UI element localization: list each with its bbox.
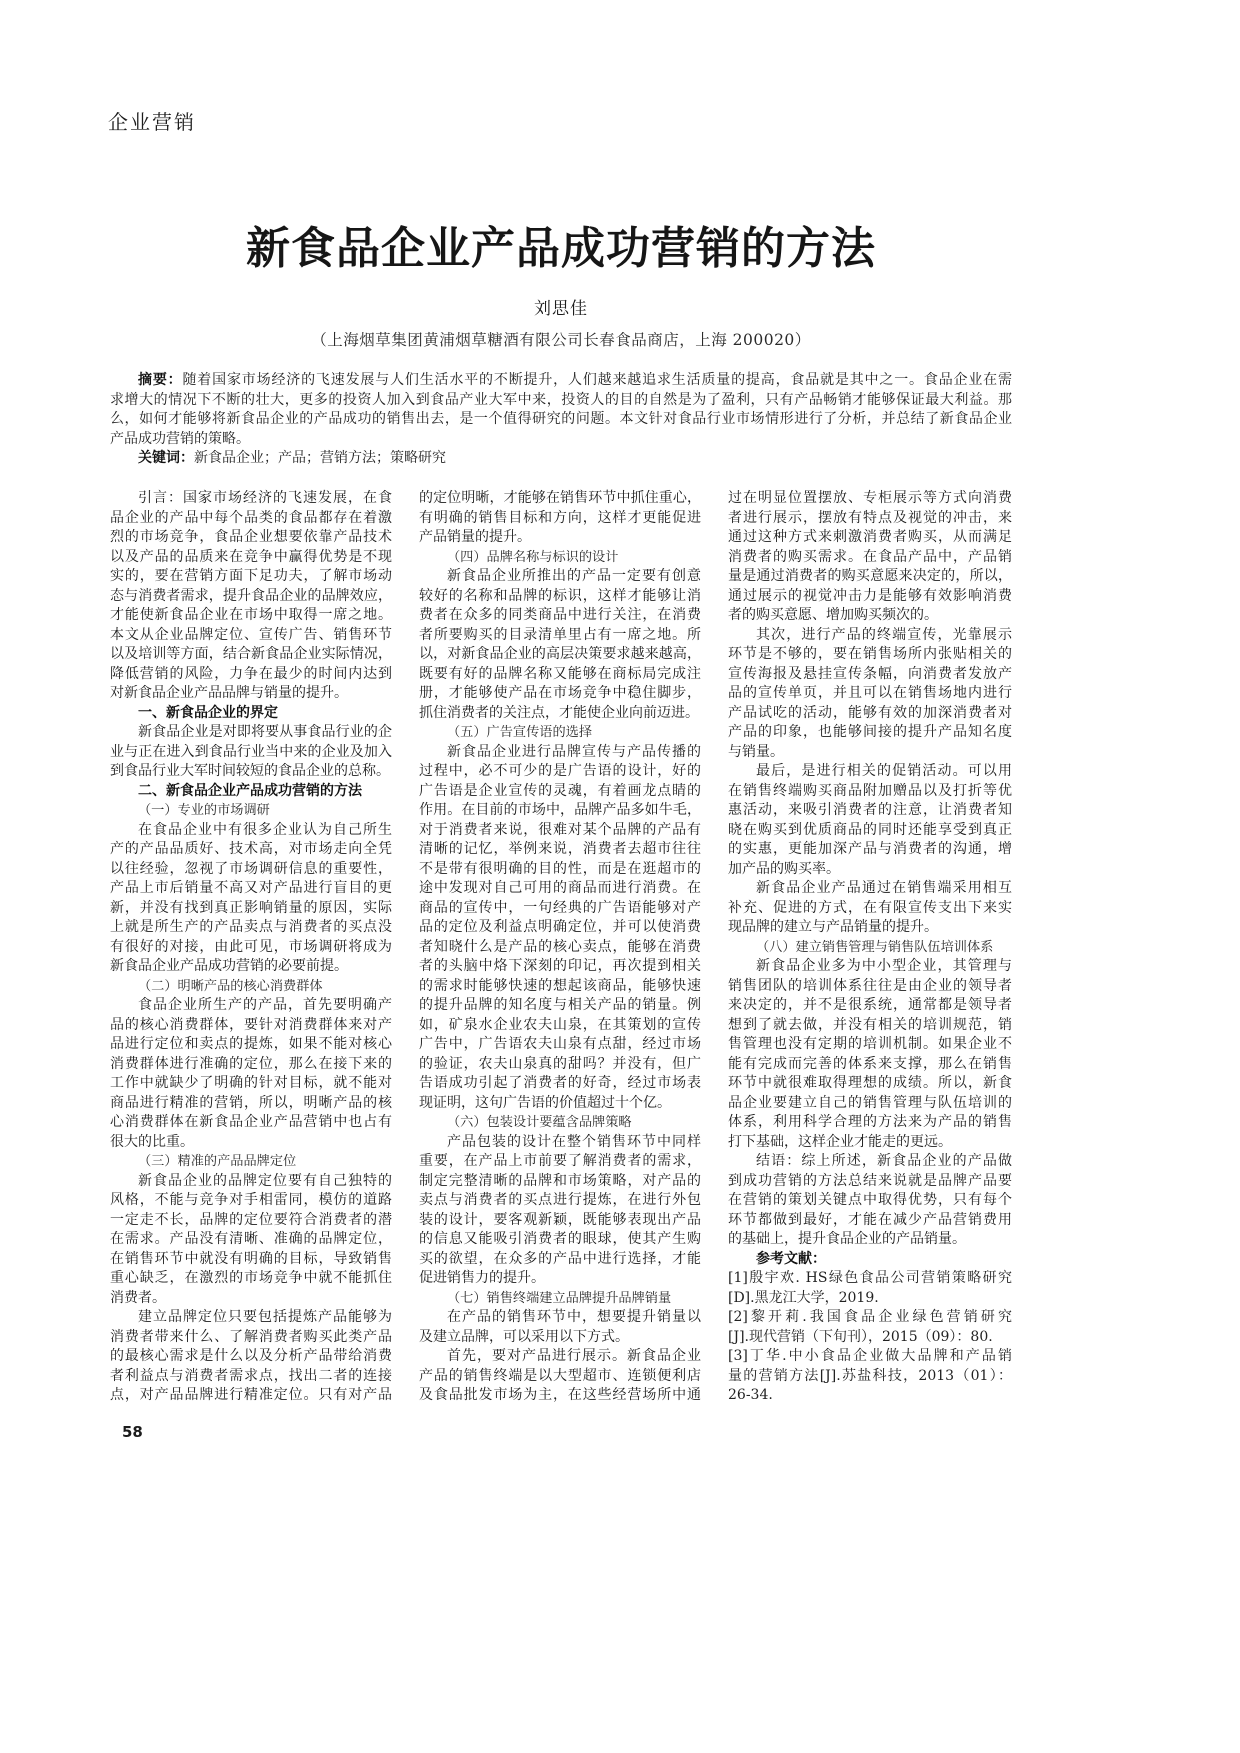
body-text-line: 的基础上，提升食品企业的产品销量。 <box>728 1231 966 1247</box>
body-text-line: 以及产品的品质来在竞争中赢得优势是不现 <box>110 548 392 565</box>
keywords-label: 关键词： <box>138 450 194 466</box>
paragraph <box>110 821 392 977</box>
body-text-line: 烈的市场竞争，食品企业想要依靠产品技术 <box>110 529 392 545</box>
section-heading-text: 一、新食品企业的界定 <box>138 704 278 721</box>
author-name: 刘思佳 <box>534 299 588 319</box>
body-text-line: 不是带有很明确的目的性，而是在逛超市的 <box>419 860 701 877</box>
body-text-line: 打下基础，这样企业才能走的更远。 <box>728 1133 952 1150</box>
body-text-line: 风格，不能与竞争对手相雷同，模仿的道路 <box>110 1192 392 1208</box>
subsection-heading <box>419 1289 701 1309</box>
paragraph <box>728 879 1012 938</box>
body-text-line: 清晰的记忆，举例来说，消费者去超市往往 <box>419 841 701 857</box>
references-heading <box>728 1250 1012 1270</box>
body-text-line: 量是通过消费者的购买意愿来决定的，所以， <box>728 568 1012 584</box>
paragraph <box>110 996 392 1152</box>
abstract-line: 产品成功营销的策略。 <box>110 430 250 447</box>
body-text-line: 装的设计，要客观新颖，既能够表现出产品 <box>419 1211 701 1228</box>
body-text-line: 引言：国家市场经济的飞速发展，在食 <box>138 490 392 506</box>
body-text-line: 品的核心消费群体，要针对消费群体来对产 <box>110 1016 392 1033</box>
subsection-heading-text: （三）精准的产品品牌定位 <box>138 1154 297 1169</box>
paragraph <box>728 762 1012 879</box>
body-text-line: 既要有好的品牌名称又能够在商标局完成注 <box>419 665 701 682</box>
body-text-line: 如，矿泉水企业农夫山泉，在其策划的宣传 <box>419 1016 701 1033</box>
reference-text-line: [2]黎开莉.我国食品企业绿色营销研究 <box>728 1309 1012 1325</box>
body-text-line: 过程中，必不可少的是广告语的设计，好的 <box>419 763 701 779</box>
abstract-line: 求增大的情况下不断的壮大，更多的投资人加入到食品产业大军中来，投资人的目的自然是为了盈利，只有产品畅销才能够保证最大利益。那 <box>110 391 1012 408</box>
body-column-left <box>110 489 392 1406</box>
body-text-line: 品的定位及利益点明确定位，并可以使消费 <box>419 919 701 935</box>
body-text-line: 对于消费者来说，很难对某个品牌的产品有 <box>419 821 701 838</box>
article-title: 新食品企业产品成功营销的方法 <box>246 223 876 274</box>
body-text-line: 产的产品品质好、技术高，对市场走向全凭 <box>110 841 392 857</box>
body-text-line: 及建立品牌，可以采用以下方式。 <box>419 1328 629 1345</box>
body-text-line: 广告语是企业宣传的灵魂，有着画龙点睛的 <box>419 782 701 799</box>
body-text-line: 降低营销的风险，力争在最少的时间内达到 <box>110 665 392 682</box>
body-text-line: 本文从企业品牌定位、宣传广告、销售环节 <box>110 626 392 643</box>
body-text-line: 过在明显位置摆放、专柜展示等方式向消费 <box>728 490 1012 506</box>
body-text-line: 态与消费者需求，提升食品企业的品牌效应， <box>110 587 392 604</box>
body-text-line: 产品的印象，也能够间接的提升产品知名度 <box>728 724 1012 740</box>
body-text-line: 重要，在产品上市前要了解消费者的需求， <box>419 1153 701 1169</box>
body-text-line: 以往经验，忽视了市场调研信息的重要性， <box>110 860 392 877</box>
body-text-line: 品企业要建立自己的销售管理与队伍培训的 <box>728 1094 1012 1111</box>
paragraph <box>419 743 701 1114</box>
body-text-line: 新食品企业多为中小型企业，其管理与 <box>756 958 1012 974</box>
body-text-line: 晓在购买到优质商品的同时还能享受到真正 <box>728 821 1012 838</box>
abstract-label: 摘要： <box>138 372 183 388</box>
body-text-line: 的最核心需求是什么以及分析产品带给消费 <box>110 1348 392 1364</box>
reference-text-line: 26-34. <box>728 1387 773 1403</box>
paragraph <box>419 1308 701 1347</box>
body-text-line: 告语成功引起了消费者的好奇，经过市场表 <box>419 1075 701 1091</box>
body-text-line: 及食品批发市场为主，在这些经营场所中通 <box>419 1387 701 1403</box>
body-text-line: 环节都做到最好，才能在减少产品营销费用 <box>728 1211 1012 1228</box>
body-text-line: 买的欲望，在众多的产品中进行选择，才能 <box>419 1250 701 1267</box>
reference-entry <box>728 1269 1012 1308</box>
body-text-line: 品进行定位和卖点的提炼，如果不能对核心 <box>110 1036 392 1052</box>
body-text-line: 环节中就很难取得理想的成绩。所以，新食 <box>728 1075 1012 1091</box>
paragraph <box>110 489 392 704</box>
body-text-line: 首先，要对产品进行展示。新食品企业 <box>447 1348 701 1364</box>
section-heading-text: 二、新食品企业产品成功营销的方法 <box>138 782 362 799</box>
body-column-right <box>728 489 1012 1406</box>
body-text-line: 食品企业所生产的产品，首先要明确产 <box>138 997 392 1013</box>
body-text-line: 的信息又能吸引消费者的眼球，使其产生购 <box>419 1231 701 1247</box>
body-text-line: 现品牌的建立与产品销量的提升。 <box>728 919 938 935</box>
body-text-line: 对新食品企业产品品牌与销量的提升。 <box>110 685 348 701</box>
body-text-line: 以，对新食品企业的高层决策要求越来越高， <box>419 646 701 662</box>
body-text-line: 通过这种方式来刺激消费者购买，从而满足 <box>728 529 1012 545</box>
subsection-heading <box>419 1113 701 1133</box>
body-text-line: 以及培训等方面，结合新食品企业实际情况， <box>110 646 392 662</box>
body-text-line: 者知晓什么是产品的核心卖点，能够在消费 <box>419 938 701 955</box>
body-text-line: 产品销量的提升。 <box>419 529 531 545</box>
abstract-line: 么，如何才能够将新食品企业的产品成功的销售出去，是一个值得研究的问题。本文针对食品行业市场情形进行了分析，并总结了新食品企业 <box>110 411 1012 427</box>
body-text-line: 实的，要在营销方面下足功夫，了解市场动 <box>110 568 392 584</box>
body-text-line: 能有完成而完善的体系来支撑，那么在销售 <box>728 1055 1012 1072</box>
subsection-heading-text: （七）销售终端建立品牌提升品牌销量 <box>447 1290 672 1306</box>
body-text-line: 促进销售力的提升。 <box>419 1270 545 1286</box>
body-text-line: 册，才能够使产品在市场竞争中稳住脚步， <box>419 685 701 701</box>
body-text-line: 销售团队的培训体系往往是由企业的领导者 <box>728 977 1012 994</box>
body-text-line: 产品的销售终端是以大型超市、连锁便利店 <box>419 1367 701 1384</box>
subsection-heading <box>419 723 701 743</box>
subsection-heading <box>110 1152 392 1172</box>
body-text-line: 消费者。 <box>110 1289 166 1306</box>
journal-section-label: 企业营销 <box>108 112 196 134</box>
reference-text-line: [J].现代营销（下旬刊），2015（09）：80. <box>728 1328 993 1345</box>
reference-text-line: [3]丁华.中小食品企业做大品牌和产品销 <box>728 1348 1012 1364</box>
subsection-heading-text: （一）专业的市场调研 <box>138 803 270 818</box>
keywords-text: 新食品企业；产品；营销方法；策略研究 <box>194 450 446 466</box>
body-text-line: 建立品牌定位只要包括提炼产品能够为 <box>138 1309 392 1325</box>
paragraph <box>110 1308 392 1406</box>
subsection-heading-text: （六）包装设计要蕴含品牌策略 <box>447 1115 632 1130</box>
reference-entry <box>728 1347 1012 1406</box>
subsection-heading <box>110 977 392 997</box>
body-text-line: 消费者带来什么、了解消费者购买此类产品 <box>110 1328 392 1345</box>
body-text-line: 售管理也没有定期的培训机制。如果企业不 <box>728 1036 1012 1052</box>
body-text-line: 新食品企业所推出的产品一定要有创意 <box>447 568 701 584</box>
body-text-line: 新食品企业产品通过在销售端采用相互 <box>756 880 1012 896</box>
body-text-line: 与销量。 <box>728 743 784 760</box>
body-text-line: 有很好的对接，由此可见，市场调研将成为 <box>110 938 392 955</box>
body-text-line: 才能使新食品企业在市场中取得一席之地。 <box>110 607 392 623</box>
body-text-line: 在需求。产品没有清晰、准确的品牌定位， <box>110 1231 392 1247</box>
body-text-line: 途中发现对自己可用的商品而进行消费。在 <box>419 880 701 896</box>
body-text-line: 体系，利用科学合理的方法来为产品的销售 <box>728 1114 1012 1130</box>
abstract-line <box>110 371 1012 391</box>
paragraph <box>728 626 1012 763</box>
subsection-heading-text: （八）建立销售管理与销售队伍培训体系 <box>756 939 994 955</box>
abstract <box>110 371 1012 469</box>
body-text-line: 作用。在目前的市场中，品牌产品多如牛毛， <box>419 802 701 818</box>
body-text-line: 者的购买意愿、增加购买频次的。 <box>728 607 938 623</box>
subsection-heading <box>110 801 392 821</box>
paragraph <box>728 1152 1012 1250</box>
body-text-line: 新食品企业是对即将要从事食品行业的企 <box>138 724 392 740</box>
body-text-line: 产品上市后销量不高又对产品进行盲目的更 <box>110 880 392 896</box>
body-text-line: 产品试吃的活动，能够有效的加深消费者对 <box>728 704 1012 721</box>
body-text-line: 到成功营销的方法总结来说就是品牌产品要 <box>728 1172 1012 1189</box>
body-text-line: 广告中，广告语农夫山泉有点甜，经过市场 <box>419 1036 701 1052</box>
subsection-heading-text: （二）明晰产品的核心消费群体 <box>138 978 323 994</box>
paragraph <box>419 1347 701 1406</box>
body-text-line: 者所要购买的目录清单里占有一席之地。所 <box>419 626 701 643</box>
body-text-line: 新食品企业产品成功营销的必要前提。 <box>110 958 348 974</box>
body-text-line: 的验证，农夫山泉真的甜吗？并没有，但广 <box>419 1055 701 1072</box>
body-column-middle <box>419 489 701 1406</box>
body-text-line: 现证明，这句广告语的价值超过十个亿。 <box>419 1094 671 1111</box>
body-text-line: 在销售终端购买商品附加赠品以及打折等优 <box>728 782 1012 799</box>
author-affiliation: （上海烟草集团黄浦烟草糖酒有限公司长春食品商店，上海 200020） <box>311 331 811 349</box>
body-text-line: 想到了就去做，并没有相关的培训规范，销 <box>728 1016 1012 1033</box>
paragraph <box>728 957 1012 1152</box>
body-text-line: 者的头脑中烙下深刻的印记，再次提到相关 <box>419 958 701 974</box>
body-text-line: 品的宣传单页，并且可以在销售场地内进行 <box>728 685 1012 701</box>
body-text-line: 到食品行业大军时间较短的食品企业的总称。 <box>110 763 390 779</box>
body-text-line: 较好的名称和品牌的标识，这样才能够让消 <box>419 587 701 604</box>
body-text-line: 心消费群体在新食品企业产品营销中也占有 <box>110 1114 392 1130</box>
body-text-line: 在食品企业中有很多企业认为自己所生 <box>138 821 392 838</box>
body-text-line: 品企业的产品中每个品类的食品都存在着激 <box>110 509 392 526</box>
body-text-line: 其次，进行产品的终端宣传，光靠展示 <box>756 626 1012 643</box>
paragraph <box>110 723 392 782</box>
body-text-line: 宣传海报及悬挂宣传条幅，向消费者发放产 <box>728 665 1012 682</box>
subsection-heading-text: （四）品牌名称与标识的设计 <box>447 549 619 565</box>
paragraph <box>419 1133 701 1289</box>
body-text-line: 业与正在进入到食品行业当中来的企业及加入 <box>110 743 392 760</box>
body-text-line: 商品的宣传中，一句经典的广告语能够对产 <box>419 899 701 916</box>
body-text-line: 通过展示的视觉冲击力是能够有效影响消费 <box>728 587 1012 604</box>
body-text-line: 最后，是进行相关的促销活动。可以用 <box>756 763 1012 779</box>
paragraph-continuation <box>419 489 701 548</box>
body-text-line: 惠活动，来吸引消费者的注意，让消费者知 <box>728 802 1012 818</box>
body-text-line: 来决定的，并不是很系统，通常都是领导者 <box>728 997 1012 1013</box>
subsection-heading <box>419 548 701 568</box>
reference-text-line: [D].黑龙江大学，2019. <box>728 1289 879 1306</box>
section-heading <box>110 704 392 724</box>
body-text-line: 结语：综上所述，新食品企业的产品做 <box>756 1153 1012 1169</box>
body-text-line: 在销售环节中就没有明确的目标，导致销售 <box>110 1250 392 1267</box>
body-text-line: 抓住消费者的关注点，才能使企业向前迈进。 <box>419 704 699 721</box>
page-number: 58 <box>122 1423 143 1441</box>
body-text-line: 在营销的策划关键点中取得优势，只有每个 <box>728 1192 1012 1208</box>
body-text-line: 者利益点与消费者需求点，找出二者的连接 <box>110 1367 392 1384</box>
reference-entry <box>728 1308 1012 1347</box>
body-text-line: 重心缺乏，在激烈的市场竞争中就不能抓住 <box>110 1270 392 1286</box>
paragraph <box>110 1172 392 1309</box>
body-text-line: 新，并没有找到真正影响销量的原因，实际 <box>110 899 392 916</box>
body-text-line: 的定位明晰，才能够在销售环节中抓住重心， <box>419 490 701 506</box>
body-text-line: 者进行展示，摆放有特点及视觉的冲击，来 <box>728 509 1012 526</box>
body-text-line: 加产品的购买率。 <box>728 860 840 877</box>
paragraph <box>419 567 701 723</box>
body-text-line: 的提升品牌的知名度与相关产品的销量。例 <box>419 997 701 1013</box>
body-text-line: 消费群体进行准确的定位，那么在接下来的 <box>110 1055 392 1072</box>
body-text-line: 费者在众多的同类商品中进行关注，在消费 <box>419 607 701 623</box>
abstract-text: 随着国家市场经济的飞速发展与人们生活水平的不断提升，人们越来越追求生活质量的提高，食品就是其中之一。食品企业在需 <box>182 372 1012 388</box>
body-text-line: 一定走不长，品牌的定位要符合消费者的潜 <box>110 1211 392 1228</box>
body-text-line: 的需求时能够快速的想起该商品，能够快速 <box>419 977 701 994</box>
subsection-heading <box>728 938 1012 958</box>
body-text-line: 点，对产品品牌进行精准定位。只有对产品 <box>110 1387 392 1403</box>
body-text-line: 新食品企业进行品牌宣传与产品传播的 <box>447 743 701 760</box>
body-text-line: 的实惠，更能加深产品与消费者的沟通，增 <box>728 841 1012 857</box>
references-heading-text: 参考文献： <box>756 1250 826 1267</box>
body-text-line: 上就是所生产的产品卖点与消费者的买点没 <box>110 919 392 935</box>
body-text-line: 在产品的销售环节中，想要提升销量以 <box>447 1309 701 1325</box>
body-text-line: 很大的比重。 <box>110 1133 194 1150</box>
section-heading <box>110 782 392 802</box>
body-text-line: 制定完整清晰的品牌和市场策略，对产品的 <box>419 1172 701 1189</box>
body-text-line: 有明确的销售目标和方向，这样才更能促进 <box>419 509 701 526</box>
body-text-line: 消费者的购买需求。在食品产品中，产品销 <box>728 548 1012 565</box>
body-text-line: 环节是不够的，要在销售场所内张贴相关的 <box>728 646 1012 662</box>
reference-text-line: [1]殷宇欢. HS绿色食品公司营销策略研究 <box>728 1270 1012 1286</box>
body-text-line: 补充、促进的方式，在有限宣传支出下来实 <box>728 899 1012 916</box>
subsection-heading-text: （五）广告宣传语的选择 <box>447 725 593 740</box>
body-text-line: 商品进行精准的营销，所以，明晰产品的核 <box>110 1094 392 1111</box>
body-text-line: 工作中就缺少了明确的针对目标，就不能对 <box>110 1075 392 1091</box>
keywords <box>110 449 1012 469</box>
paragraph-continuation <box>728 489 1012 626</box>
body-text-line: 卖点与消费者的买点进行提炼，在进行外包 <box>419 1192 701 1208</box>
body-text-line: 产品包装的设计在整个销售环节中同样 <box>447 1133 701 1150</box>
reference-text-line: 量的营销方法[J].苏盐科技，2013（01）： <box>728 1367 1012 1384</box>
body-text-line: 新食品企业的品牌定位要有自己独特的 <box>138 1172 392 1189</box>
